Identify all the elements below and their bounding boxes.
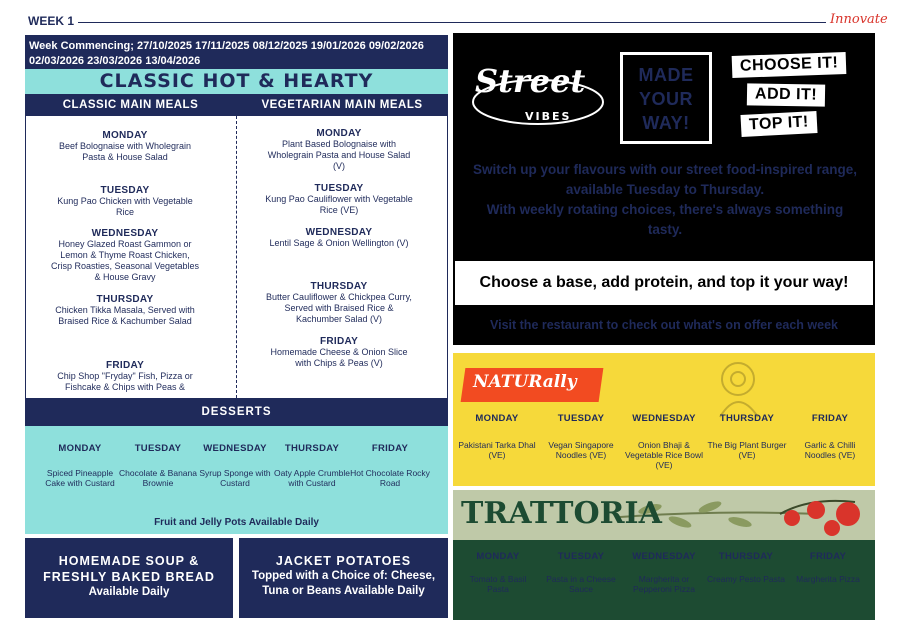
day-label: THURSDAY [284, 443, 340, 454]
veg-wednesday [264, 227, 414, 249]
soup-availability: Available Daily [88, 586, 170, 598]
made-word-1: MADE [638, 65, 694, 85]
top-it-tag: TOP IT! [740, 111, 817, 137]
day-label: TUESDAY [557, 551, 605, 562]
meal-text: Onion Bhaji & Vegetable Rice Bowl (VE) [625, 440, 703, 470]
main-tuesday [50, 185, 200, 218]
naturally-tuesday [541, 413, 621, 460]
day-label: FRIDAY [811, 413, 849, 424]
day-label: MONDAY [58, 443, 102, 454]
soup-panel [25, 538, 233, 618]
made-word-3: WAY! [642, 113, 690, 133]
week-commencing-dates [25, 35, 448, 69]
main-friday [50, 360, 200, 393]
add-it-tag: ADD IT! [747, 83, 826, 106]
brand-logo: Innovate [830, 12, 888, 27]
day-label: FRIDAY [319, 336, 359, 347]
day-label: TUESDAY [557, 413, 605, 424]
meal-text: Beef Bolognaise with Wholegrain Pasta & House Salad [58, 141, 192, 162]
street-text-1: Switch up your flavours with our street food-inspired range, available [472, 162, 858, 197]
dessert-tuesday [118, 443, 198, 488]
meal-text: Margherita or Pepperoni Pizza [633, 574, 695, 594]
veg-friday [264, 336, 414, 369]
made-word-2: YOUR [638, 89, 693, 109]
meal-text: Tomato & Basil Pasta [469, 574, 527, 594]
dates-line-2: 02/03/2026 23/03/2026 13/04/2026 [29, 55, 201, 67]
day-label: MONDAY [316, 128, 362, 139]
logo-word-vibes: VIBES [525, 110, 572, 123]
day-label: THURSDAY [96, 294, 154, 305]
meal-text: Honey Glazed Roast Gammon or Lemon & Thyme Roast Chicken, Crisp Roasties, Seasonal Vegetables & House Gravy [50, 239, 200, 282]
column-divider [236, 116, 237, 398]
meal-text: Chocolate & Banana Brownie [119, 468, 197, 488]
street-vibes-logo [463, 52, 613, 132]
vegetarian-main-heading: VEGETARIAN MAIN MEALS [236, 94, 448, 116]
naturally-logo: NATURally [473, 372, 577, 392]
meal-text: Hot Chocolate Rocky Road [350, 468, 430, 488]
veg-tuesday [264, 183, 414, 216]
classic-title: CLASSIC HOT & HEARTY [25, 69, 448, 94]
trattoria-logo: TRATTORIA [461, 496, 662, 531]
main-thursday [50, 294, 200, 327]
classic-main-heading: CLASSIC MAIN MEALS [25, 94, 236, 116]
day-label: FRIDAY [105, 360, 145, 371]
made-your-way-box [620, 52, 712, 144]
main-wednesday [50, 228, 200, 283]
day-label: TUESDAY [134, 443, 182, 454]
meal-text: Spiced Pineapple Cake with Custard [45, 468, 115, 488]
meal-text: The Big Plant Burger (VE) [707, 440, 787, 460]
meal-text: Chip Shop "Fryday" Fish, Pizza or Fishcake & Chips with Peas & [57, 371, 193, 392]
meal-text: Syrup Sponge with Custard [199, 468, 271, 488]
meal-text: Oaty Apple Crumble with Custard [273, 468, 351, 488]
meal-text: Kung Pao Chicken with Vegetable Rice [57, 196, 193, 217]
dessert-monday [40, 443, 120, 488]
veg-monday [264, 128, 414, 172]
meal-text: Lentil Sage & Onion Wellington (V) [269, 238, 409, 248]
day-label: FRIDAY [809, 551, 847, 562]
naturally-thursday [707, 413, 787, 460]
street-description [470, 160, 860, 240]
day-label: WEDNESDAY [632, 551, 696, 562]
veg-thursday [264, 281, 414, 325]
street-text-2: With weekly rotating choices, there's always something tasty. [486, 202, 844, 237]
soup-title-2: FRESHLY BAKED BREAD [43, 570, 215, 584]
meal-text: Butter Cauliflower & Chickpea Curry, Served with Braised Rice & Kachumber Salad (V) [266, 292, 412, 324]
day-label: MONDAY [102, 130, 148, 141]
desserts-title: DESSERTS [25, 398, 448, 426]
day-label: THURSDAY [719, 413, 775, 424]
day-label: TUESDAY [100, 185, 150, 196]
logo-word-street: Street [475, 62, 586, 100]
meal-text: Chicken Tikka Masala, Served with Braised Rice & Kachumber Salad [55, 305, 195, 326]
dates-line-1: Week Commencing; 27/10/2025 17/11/2025 08/12/2025 19/01/2026 09/02/2026 [29, 40, 424, 52]
trattoria-wednesday [624, 551, 704, 594]
day-label: THURSDAY [718, 551, 774, 562]
naturally-friday [790, 413, 870, 460]
choose-base-bar: Choose a base, add protein, and top it your way! [455, 261, 873, 305]
trattoria-friday [788, 551, 868, 584]
dessert-thursday [272, 443, 352, 488]
jacket-panel [239, 538, 448, 618]
meal-text: Creamy Pesto Pasta [707, 574, 785, 584]
meal-text: Pakistani Tarka Dhal (VE) [458, 440, 536, 460]
day-label: WEDNESDAY [203, 443, 267, 454]
jacket-availability: Tuna or Beans Available Daily [262, 585, 425, 597]
meal-text: Kung Pao Cauliflower with Vegetable Rice (VE) [265, 194, 413, 215]
day-label: WEDNESDAY [91, 228, 159, 239]
trattoria-monday [458, 551, 538, 594]
choose-it-tag: CHOOSE IT! [732, 52, 847, 78]
day-label: THURSDAY [310, 281, 368, 292]
day-label: MONDAY [476, 551, 520, 562]
header-rule [78, 22, 826, 23]
meal-text: Margherita Pizza [796, 574, 860, 584]
meal-text: Homemade Cheese & Onion Slice with Chips & Peas (V) [270, 347, 408, 368]
day-label: MONDAY [475, 413, 519, 424]
visit-restaurant-note: Visit the restaurant to check out what's on offer each week [490, 318, 838, 332]
week-label: WEEK 1 [28, 14, 75, 28]
day-label: WEDNESDAY [632, 413, 696, 424]
day-label: FRIDAY [371, 443, 409, 454]
naturally-wednesday [624, 413, 704, 470]
dessert-wednesday [195, 443, 275, 488]
fruit-jelly-note: Fruit and Jelly Pots Available Daily [154, 517, 319, 528]
day-label: WEDNESDAY [305, 227, 373, 238]
jacket-toppings: Topped with a Choice of: Cheese, [251, 570, 436, 582]
street-days: Tuesday to Thursday. [626, 182, 765, 197]
meal-text: Pasta in a Cheese Sauce [546, 574, 616, 594]
meal-text: Garlic & Chilli Noodles (VE) [804, 440, 856, 460]
trattoria-tuesday [541, 551, 621, 594]
naturally-monday [457, 413, 537, 460]
day-label: TUESDAY [314, 183, 364, 194]
meal-text: Vegan Singapore Noodles (VE) [548, 440, 614, 460]
meal-text: Plant Based Bolognaise with Wholegrain Pasta and House Salad (V) [267, 139, 411, 171]
main-monday [50, 130, 200, 163]
trattoria-thursday [706, 551, 786, 584]
soup-title: HOMEMADE SOUP & [58, 554, 200, 568]
dessert-friday [350, 443, 430, 488]
jacket-title: JACKET POTATOES [275, 554, 412, 568]
